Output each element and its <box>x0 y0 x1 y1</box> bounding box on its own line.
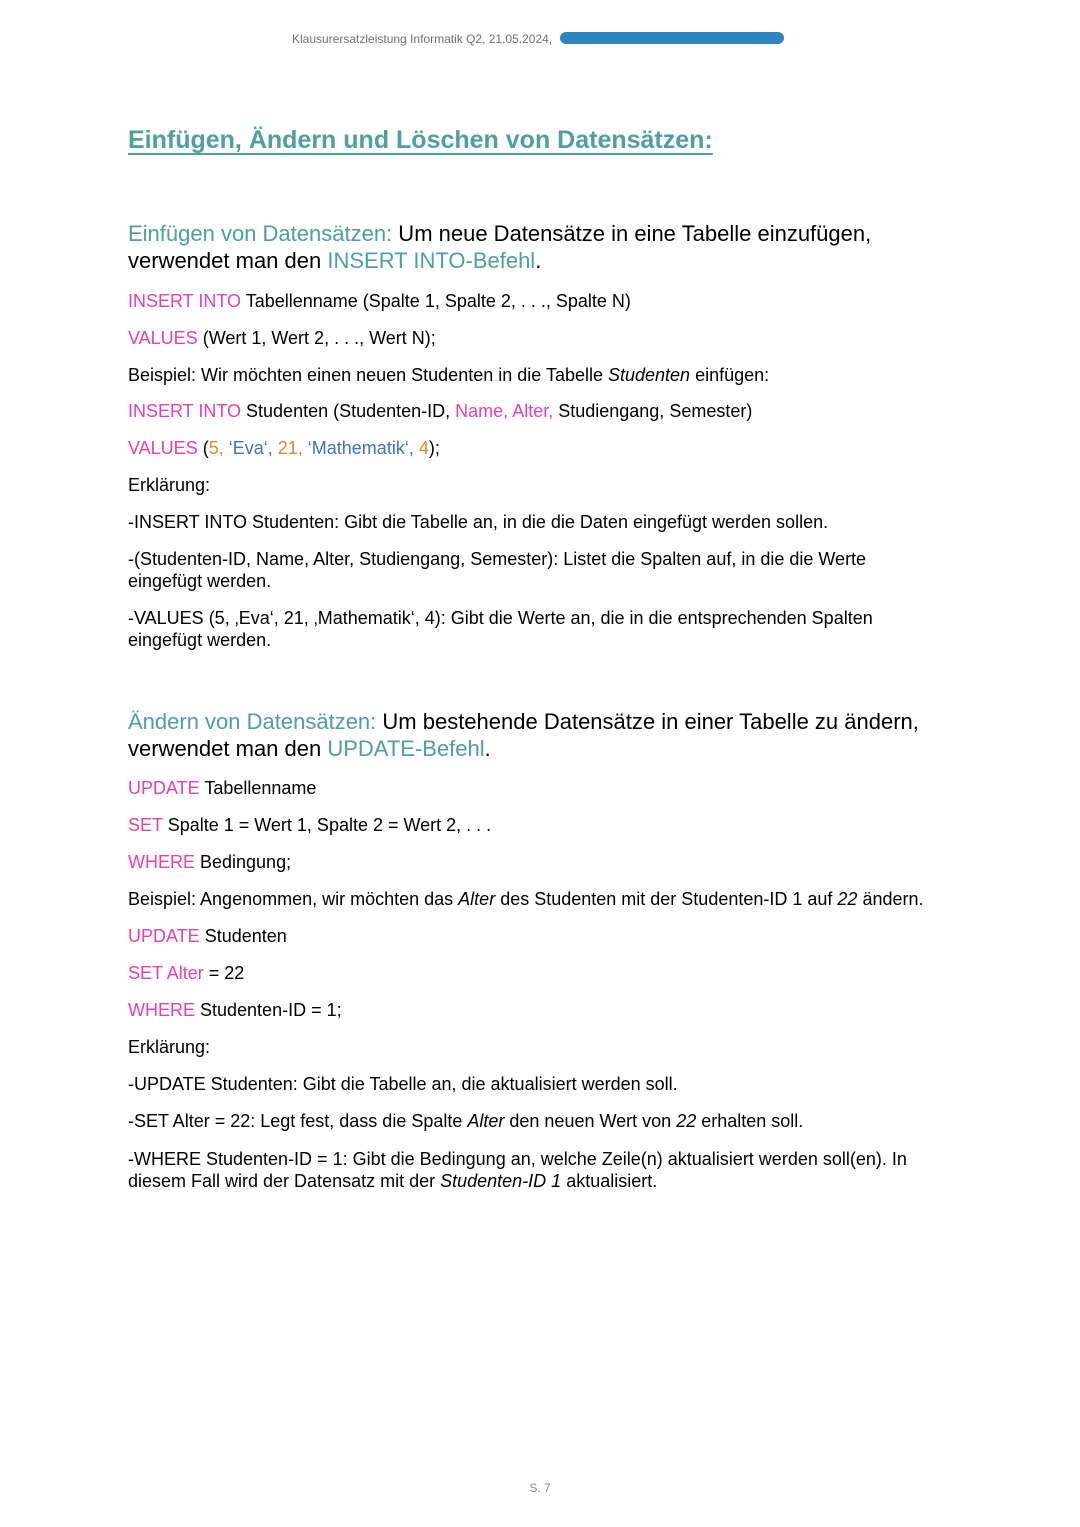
update-syntax-line-1 <box>128 777 316 799</box>
header-text: Klausurersatzleistung Informatik Q2, 21.05.2024, <box>292 32 553 46</box>
sql-text: Studenten (Studenten-ID, <box>241 401 456 421</box>
insert-syntax-line-1 <box>128 290 631 312</box>
example-text: Beispiel: Angenommen, wir möchten das <box>128 889 459 909</box>
update-command-name: UPDATE-Befehl <box>327 736 485 761</box>
sql-text: Studenten <box>199 926 287 946</box>
explanation-column-name: Alter <box>467 1111 505 1131</box>
insert-explanation-3a: -VALUES (5, ‚Eva‘, 21, ‚Mathematik‘, 4): Gibt die Werte an, die in die entsprechenden Spalten <box>128 608 873 628</box>
sql-value-string: ‘Eva‘, <box>223 438 273 458</box>
sql-text: Studiengang, Semester) <box>553 401 753 421</box>
insert-intro-line2 <box>128 247 541 274</box>
example-column-name: Alter <box>458 889 496 909</box>
example-text-end: ändern. <box>857 889 924 909</box>
example-text: Beispiel: Wir möchten einen neuen Studenten in die Tabelle <box>128 365 608 385</box>
insert-heading: Einfügen von Datensätzen: <box>128 221 393 246</box>
example-new-value: 22 <box>837 889 858 909</box>
update-explanation-2 <box>128 1110 803 1132</box>
page-title: Einfügen, Ändern und Löschen von Datensätzen: <box>128 126 713 154</box>
update-intro-text: Um bestehende Datensätze in einer Tabelle zu ändern, <box>376 709 919 734</box>
redacted-name-bar <box>560 32 784 44</box>
insert-example-line-2 <box>128 437 440 459</box>
update-explanation-1: -UPDATE Studenten: Gibt die Tabelle an, die aktualisiert werden soll. <box>128 1074 678 1094</box>
sql-paren-open: ( <box>197 438 209 458</box>
sql-keyword: UPDATE <box>128 926 200 946</box>
update-explanation-3b <box>128 1170 657 1192</box>
insert-command-name: INSERT INTO-Befehl <box>327 248 536 273</box>
update-example-line-3 <box>128 999 342 1021</box>
sql-keyword: VALUES <box>128 328 198 348</box>
sql-value-number: 4 <box>413 438 429 458</box>
explanation-text: -SET Alter = 22: Legt fest, dass die Spalte <box>128 1111 468 1131</box>
sql-keyword: SET <box>128 815 163 835</box>
example-text: des Studenten mit der Studenten-ID 1 auf <box>495 889 838 909</box>
sql-keyword: UPDATE <box>128 778 200 798</box>
insert-intro-text: Um neue Datensätze in eine Tabelle einzufügen, <box>392 221 872 246</box>
sql-text: Studenten-ID = 1; <box>195 1000 342 1020</box>
update-intro-line2 <box>128 735 491 762</box>
insert-example-line-1 <box>128 400 752 422</box>
update-explanation-label: Erklärung: <box>128 1037 211 1057</box>
page-header <box>292 32 784 46</box>
insert-section-intro <box>128 220 871 247</box>
insert-explanation-3b: eingefügt werden. <box>128 630 272 650</box>
insert-intro-text-2: verwendet man den <box>128 248 328 273</box>
example-text-end: einfügen: <box>690 365 770 385</box>
insert-syntax-line-2 <box>128 327 436 349</box>
sql-keyword: INSERT INTO <box>128 291 242 311</box>
sql-keyword: SET Alter <box>128 963 204 983</box>
page-number: S. 7 <box>529 1481 551 1495</box>
explanation-value: 22 <box>676 1111 697 1131</box>
explanation-record-id: Studenten-ID 1 <box>440 1171 562 1191</box>
update-syntax-line-2 <box>128 814 491 836</box>
explanation-text-end: aktualisiert. <box>561 1171 658 1191</box>
explanation-text: den neuen Wert von <box>504 1111 677 1131</box>
sql-keyword: VALUES <box>128 438 198 458</box>
sql-text: Tabellenname (Spalte 1, Spalte 2, . . ., Spalte N) <box>241 291 631 311</box>
update-example-line-2 <box>128 962 244 984</box>
update-section-intro <box>128 708 919 735</box>
sql-value-string: ‘Mathematik‘, <box>302 438 414 458</box>
example-table-name: Studenten <box>607 365 691 385</box>
sql-keyword: WHERE <box>128 852 195 872</box>
sql-keyword: INSERT INTO <box>128 401 242 421</box>
update-intro-end: . <box>484 736 491 761</box>
update-syntax-line-3 <box>128 851 291 873</box>
sql-keyword: WHERE <box>128 1000 195 1020</box>
insert-example-intro <box>128 364 769 386</box>
sql-paren-close: ); <box>428 438 440 458</box>
sql-text: (Wert 1, Wert 2, . . ., Wert N); <box>197 328 436 348</box>
sql-text: Tabellenname <box>199 778 317 798</box>
explanation-text: diesem Fall wird der Datensatz mit der <box>128 1171 441 1191</box>
update-intro-text-2: verwendet man den <box>128 736 328 761</box>
insert-explanation-2b: eingefügt werden. <box>128 571 272 591</box>
sql-text: Bedingung; <box>195 852 292 872</box>
sql-highlighted-columns: Name, Alter, <box>455 401 554 421</box>
insert-intro-end: . <box>535 248 542 273</box>
insert-explanation-1: -INSERT INTO Studenten: Gibt die Tabelle an, in die die Daten eingefügt werden sollen. <box>128 512 829 532</box>
sql-text: = 22 <box>203 963 245 983</box>
sql-value-number: 21, <box>272 438 303 458</box>
insert-explanation-label: Erklärung: <box>128 475 211 495</box>
sql-text: Spalte 1 = Wert 1, Spalte 2 = Wert 2, . . . <box>162 815 492 835</box>
explanation-text-end: erhalten soll. <box>696 1111 804 1131</box>
update-heading: Ändern von Datensätzen: <box>128 709 377 734</box>
update-example-line-1 <box>128 925 287 947</box>
sql-value-number: 5, <box>208 438 224 458</box>
update-example-intro <box>128 888 924 910</box>
insert-explanation-2a: -(Studenten-ID, Name, Alter, Studiengang, Semester): Listet die Spalten auf, in die die Werte <box>128 549 867 569</box>
update-explanation-3a: -WHERE Studenten-ID = 1: Gibt die Bedingung an, welche Zeile(n) aktualisiert werden soll(en). In <box>128 1149 907 1169</box>
